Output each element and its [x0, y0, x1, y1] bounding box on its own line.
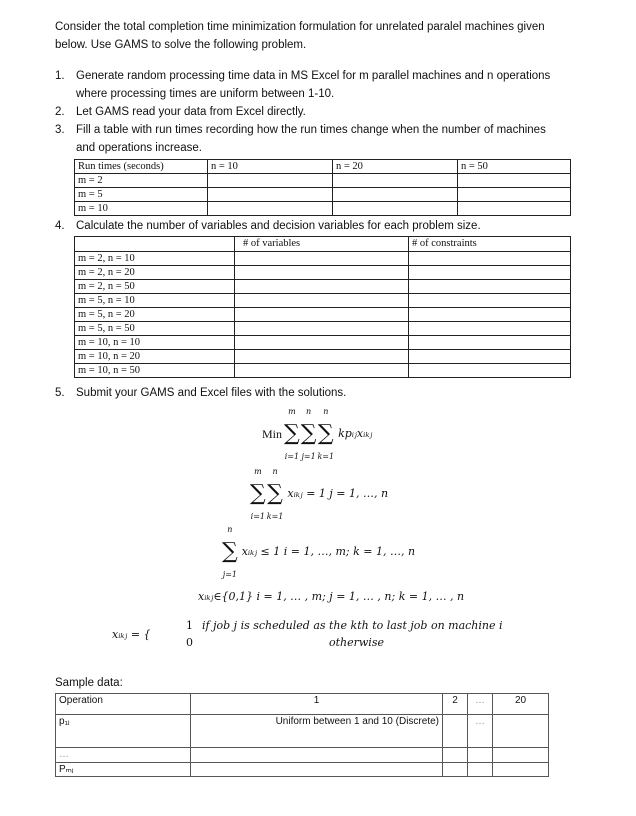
table-row [75, 364, 571, 378]
item-1-line-2: where processing times are uniform between 1-10. [76, 88, 335, 100]
item-number: 2. [55, 106, 65, 118]
item-2-text: Let GAMS read your data from Excel directly. [76, 106, 306, 118]
row-label: m = 2 [75, 174, 208, 188]
header-cell: Run times (seconds) [75, 160, 208, 174]
row-label: m = 10 [75, 202, 208, 216]
row-label: m = 10, n = 50 [75, 364, 235, 378]
row-label: m = 2, n = 50 [75, 280, 235, 294]
row-label: m = 10, n = 10 [75, 336, 235, 350]
definition-value-0: 0 [186, 636, 193, 649]
item-number: 3. [55, 124, 65, 136]
header-cell: n = 20 [333, 160, 458, 174]
table-row [75, 308, 571, 322]
item-4-text: Calculate the number of variables and decision variables for each problem size. [76, 220, 481, 232]
table-row [75, 266, 571, 280]
row-label: m = 2, n = 20 [75, 266, 235, 280]
definition-otherwise: otherwise [329, 636, 384, 649]
header-cell: n = 10 [208, 160, 333, 174]
item-number: 4. [55, 220, 65, 232]
objective-formula: Min m ∑ i=1 n ∑ j=1 n ∑ k=1 kpᵢⱼxᵢₖⱼ [262, 407, 373, 461]
sum-i: m ∑ i=1 [284, 407, 300, 461]
intro-line-2: below. Use GAMS to solve the following problem. [55, 39, 307, 51]
table-row [75, 294, 571, 308]
header-cell: # of variables [235, 237, 409, 252]
row-label: m = 5, n = 50 [75, 322, 235, 336]
table-row [75, 280, 571, 294]
intro-line-1: Consider the total completion time minimization formulation for unrelated paralel machines given [55, 21, 545, 33]
binary-constraint: xᵢₖⱼ∈{0,1} i = 1, … , m; j = 1, … , n; k = 1, … , n [198, 590, 465, 603]
row-label: m = 2, n = 10 [75, 252, 235, 266]
table-row [75, 336, 571, 350]
sum-k: n ∑ k=1 [266, 467, 284, 521]
row-label: m = 5, n = 20 [75, 308, 235, 322]
row-label: m = 5 [75, 188, 208, 202]
item-3-line-1: Fill a table with run times recording how the run times change when the number of machines [76, 124, 546, 136]
runtimes-table [74, 159, 571, 216]
sum-j: n ∑ j=1 [222, 525, 238, 579]
table-row [75, 350, 571, 364]
header-cell: # of constraints [409, 237, 571, 252]
sample-data-label: Sample data: [55, 677, 123, 689]
sum-j: n ∑ j=1 [300, 407, 317, 461]
sum-i: m ∑ i=1 [250, 467, 266, 521]
table-row [75, 252, 571, 266]
header-cell: n = 50 [458, 160, 571, 174]
size-table [74, 236, 571, 378]
variable-definition-lhs: xᵢₖⱼ = { [112, 628, 151, 641]
item-1-line-1: Generate random processing time data in MS Excel for m parallel machines and n operations [76, 70, 551, 82]
item-3-line-2: and operations increase. [76, 142, 202, 154]
item-number: 1. [55, 70, 65, 82]
position-constraint: n ∑ j=1 xᵢₖⱼ ≤ 1 i = 1, …, m; k = 1, …, n [222, 525, 416, 579]
sample-data-table: Operation 1 2 … 20 p₁ⱼ Uniform between 1 and 10 (Discrete) … … Pₘⱼ [55, 693, 549, 777]
assignment-constraint: m ∑ i=1 n ∑ k=1 xᵢₖⱼ = 1 j = 1, …, n [250, 467, 389, 521]
row-label: m = 10, n = 20 [75, 350, 235, 364]
item-5-text: Submit your GAMS and Excel files with the solutions. [76, 387, 347, 399]
table-row [75, 322, 571, 336]
item-number: 5. [55, 387, 65, 399]
definition-value-1: 1 [186, 619, 193, 632]
sum-k: n ∑ k=1 [317, 407, 335, 461]
row-label: m = 5, n = 10 [75, 294, 235, 308]
definition-if: if job j is scheduled as the kth to last job on machine i [202, 619, 503, 632]
